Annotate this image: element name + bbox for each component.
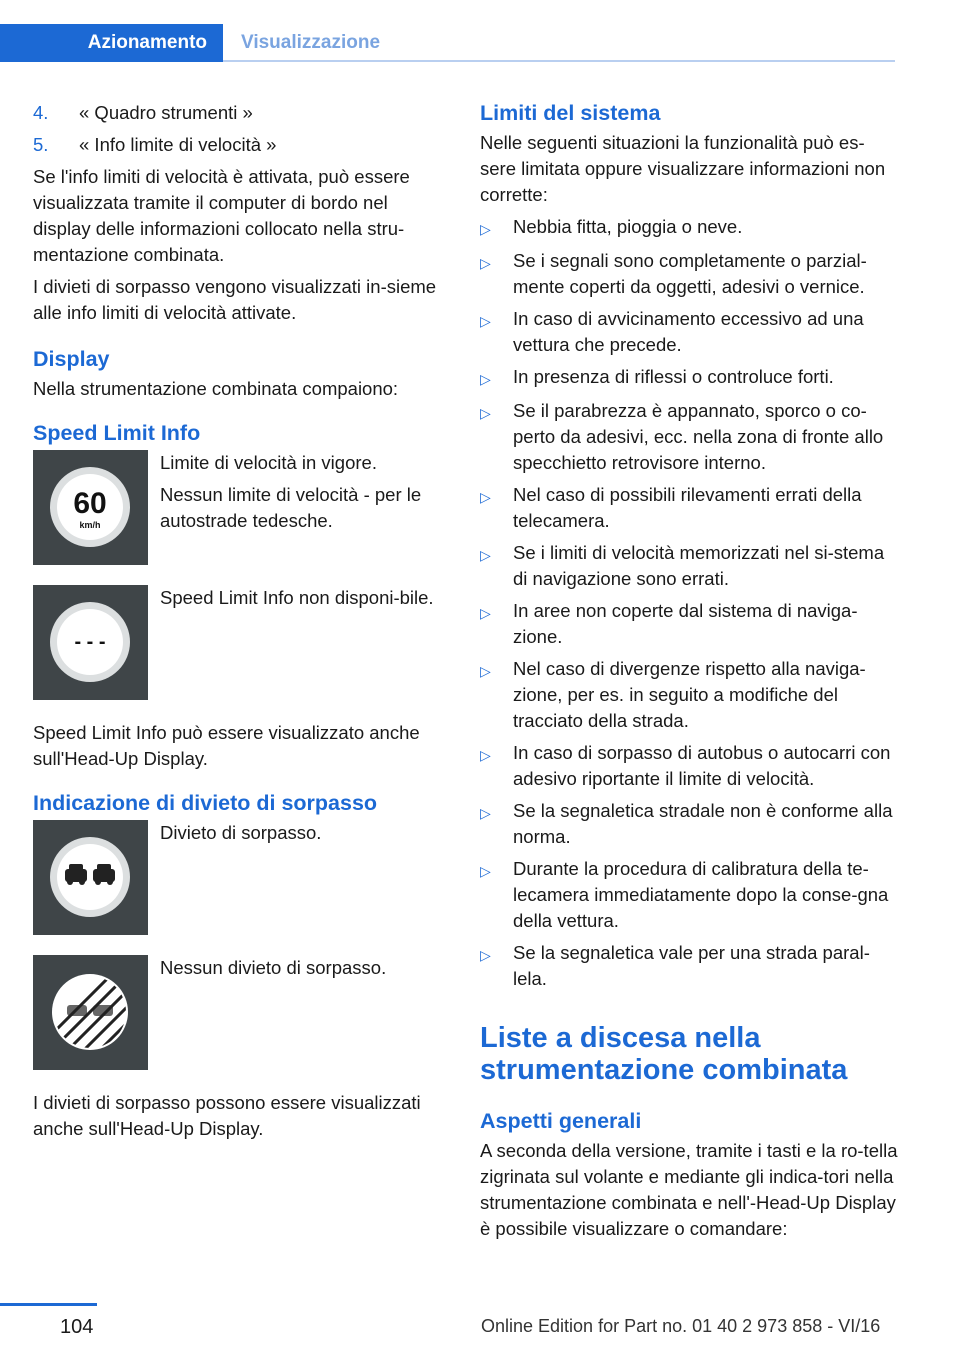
paragraph: Se l'info limiti di velocità è attivata, può essere visualizzata tramite il computer di bordo nel display delle informazioni collocato nella stru‐mentazione combinata. xyxy=(33,166,410,265)
list-text: Nel caso di possibili rilevamenti errati della telecamera. xyxy=(513,484,862,531)
list-text: In caso di avvicinamento eccessivo ad una vettura che precede. xyxy=(513,308,864,355)
sign-description xyxy=(160,820,448,935)
list-number: 5. xyxy=(33,134,49,155)
paragraph: Nella strumentazione combinata compaiono: xyxy=(33,378,399,399)
list-item xyxy=(480,248,898,300)
list-item xyxy=(480,656,898,734)
page-header xyxy=(0,0,960,64)
list-item xyxy=(480,856,898,934)
list-item xyxy=(480,940,898,992)
sign-row xyxy=(33,955,448,1070)
list-text: In presenza di riflessi o controluce forti. xyxy=(513,366,834,387)
sign-row xyxy=(33,450,448,565)
list-item xyxy=(480,306,898,358)
triangle-right-icon: ▷ xyxy=(480,805,491,821)
triangle-right-icon: ▷ xyxy=(480,663,491,679)
sign-number: 60 xyxy=(73,487,107,520)
footer-divider xyxy=(0,1303,97,1306)
triangle-right-icon: ▷ xyxy=(480,863,491,879)
sign-text: Nessun divieto di sorpasso. xyxy=(160,957,387,978)
list-item xyxy=(33,100,448,126)
sign-row xyxy=(33,585,448,700)
page-number: 104 xyxy=(60,1316,94,1338)
sign-unit: km/h xyxy=(79,520,101,530)
list-text: Se i limiti di velocità memorizzati nel si‐stema di navigazione sono errati. xyxy=(513,542,885,589)
list-item xyxy=(480,364,898,392)
header-divider xyxy=(223,60,895,62)
sign-description xyxy=(160,585,448,700)
section-heading-aspetti: Aspetti generali xyxy=(480,1109,642,1133)
sign-description xyxy=(160,955,448,1070)
tab-azionamento[interactable]: Azionamento xyxy=(0,24,223,62)
triangle-right-icon: ▷ xyxy=(480,313,491,329)
no-overtaking-sign-icon xyxy=(33,820,148,935)
list-item xyxy=(480,798,898,850)
list-text: Nebbia fitta, pioggia o neve. xyxy=(513,216,743,237)
paragraph: I divieti di sorpasso vengono visualizzati in‐sieme alle info limiti di velocità attivate. xyxy=(33,276,437,323)
triangle-right-icon: ▷ xyxy=(480,371,491,387)
list-text: In aree non coperte dal sistema di naviga‐zione. xyxy=(513,600,858,647)
sign-text: Speed Limit Info non disponi‐bile. xyxy=(160,587,434,608)
list-text: Se la segnaletica vale per una strada paral‐lela. xyxy=(513,942,870,989)
section-heading-speed-limit-info: Speed Limit Info xyxy=(33,421,201,445)
triangle-right-icon: ▷ xyxy=(480,747,491,763)
list-text: In caso di sorpasso di autobus o autocarri con adesivo riportante il limite di velocità. xyxy=(513,742,891,789)
list-text: Durante la procedura di calibratura della te‐lecamera immediatamente dopo la conse‐gna della vettura. xyxy=(513,858,889,931)
list-item xyxy=(480,740,898,792)
end-no-overtaking-sign-icon xyxy=(33,955,148,1070)
list-number: 4. xyxy=(33,102,49,123)
paragraph: A seconda della versione, tramite i tasti e la ro‐tella zigrinata sul volante e mediante gli indica‐tori nella strumentazione combinata e nell'-Head-Up Display è possibile visualizzare o comandare: xyxy=(480,1140,898,1239)
list-text: Se la segnaletica stradale non è conforme alla norma. xyxy=(513,800,893,847)
section-heading-display: Display xyxy=(33,347,110,371)
triangle-right-icon: ▷ xyxy=(480,221,491,237)
right-column xyxy=(480,100,898,1248)
list-item xyxy=(480,214,898,242)
paragraph: I divieti di sorpasso possono essere visualizzati anche sull'Head-Up Display. xyxy=(33,1092,421,1139)
chapter-heading: Liste a discesa nella strumentazione combinata xyxy=(480,1022,848,1086)
list-item xyxy=(480,482,898,534)
section-heading-overtaking: Indicazione di divieto di sorpasso xyxy=(33,791,378,815)
sign-text: Nessun limite di velocità - per le autostrade tedesche. xyxy=(160,484,422,531)
left-column xyxy=(33,100,448,1148)
tab-visualizzazione[interactable]: Visualizzazione xyxy=(241,32,381,53)
list-text: Nel caso di divergenze rispetto alla naviga‐zione, per es. in seguito a modifiche del tracciato della strada. xyxy=(513,658,866,731)
sign-text: Divieto di sorpasso. xyxy=(160,822,322,843)
list-text: « Quadro strumenti » xyxy=(79,102,253,123)
list-item xyxy=(33,132,448,158)
triangle-right-icon: ▷ xyxy=(480,947,491,963)
list-item xyxy=(480,598,898,650)
triangle-right-icon: ▷ xyxy=(480,405,491,421)
paragraph: Nelle seguenti situazioni la funzionalità può es‐sere limitata oppure visualizzare informazioni non corrette: xyxy=(480,132,886,205)
list-text: « Info limite di velocità » xyxy=(79,134,277,155)
section-heading-limits: Limiti del sistema xyxy=(480,101,661,125)
edition-text: Online Edition for Part no. 01 40 2 973 858 - VI/16 xyxy=(481,1316,881,1336)
paragraph: Speed Limit Info può essere visualizzato anche sull'Head-Up Display. xyxy=(33,722,420,769)
sign-description xyxy=(160,450,448,565)
limits-list xyxy=(480,214,898,992)
list-text: Se i segnali sono completamente o parzial‐mente coperti da oggetti, adesivi o vernice. xyxy=(513,250,867,297)
sign-text: Limite di velocità in vigore. xyxy=(160,452,377,473)
list-text: Se il parabrezza è appannato, sporco o co‐perto da adesivi, ecc. nella zona di fronte allo specchietto retrovisore interno. xyxy=(513,400,884,473)
triangle-right-icon: ▷ xyxy=(480,547,491,563)
speed-limit-60-sign-icon xyxy=(33,450,148,565)
triangle-right-icon: ▷ xyxy=(480,605,491,621)
speed-limit-unavailable-sign-icon xyxy=(33,585,148,700)
triangle-right-icon: ▷ xyxy=(480,255,491,271)
triangle-right-icon: ▷ xyxy=(480,489,491,505)
sign-symbol: - - - xyxy=(74,631,106,653)
list-item xyxy=(480,398,898,476)
sign-row xyxy=(33,820,448,935)
list-item xyxy=(480,540,898,592)
